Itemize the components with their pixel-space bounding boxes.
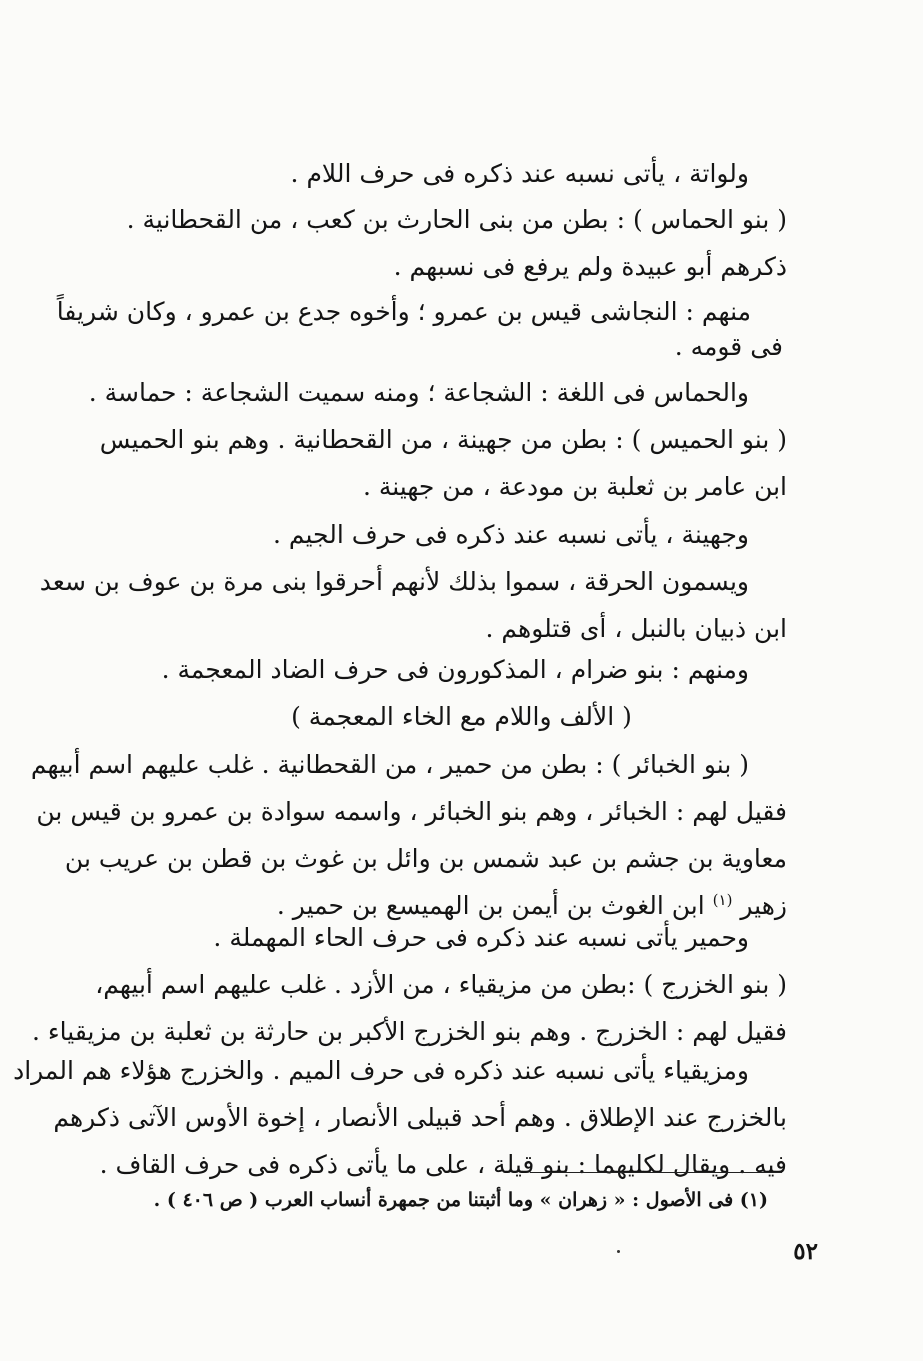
footnote: (١) فى الأصول : « زهران » وما أثبتنا من جمهرة أنساب العرب ( ص ٤٠٦ ) . — [153, 1189, 768, 1211]
text-line: وجهينة ، يأتى نسبه عند ذكره فى حرف الجيم . — [272, 520, 749, 549]
text-fragment: زهير — [740, 891, 787, 920]
text-line: ومزيقياء يأتى نسبه عند ذكره فى حرف الميم . والخزرج هؤلاء هم المراد — [13, 1056, 749, 1085]
footnote-divider — [530, 1172, 782, 1173]
paragraph — [0, 741, 923, 929]
text-line: ويسمون الحرقة ، سموا بذلك لأنهم أحرقوا بنى مرة بن عوف بن سعد — [39, 567, 749, 596]
text-line: ولواتة ، يأتى نسبه عند ذكره فى حرف اللام . — [290, 159, 749, 188]
page-number: ٥٢ — [793, 1238, 818, 1265]
paragraph — [0, 288, 923, 370]
paragraph — [0, 646, 923, 693]
text-line: بالخزرج عند الإطلاق . وهم أحد قبيلى الأنصار ، إخوة الأوس الآتى ذكرهم — [53, 1103, 787, 1132]
text-line: فى قومه . — [674, 332, 783, 361]
text-line: ذكرهم أبو عبيدة ولم يرفع فى نسبهم . — [393, 252, 787, 281]
text-line: فقيل لهم : الخزرج . وهم بنو الخزرج الأكبر بن حارثة بن ثعلبة بن مزيقياء . — [32, 1017, 787, 1046]
section-heading: ( الألف واللام مع الخاء المعجمة ) — [291, 702, 632, 731]
text-line: ( بنو الخبائر ) : بطن من حمير ، من القحطانية . غلب عليهم اسم أبيهم — [30, 750, 749, 779]
footnote-reference: (١) — [712, 891, 733, 909]
paragraph — [0, 961, 923, 1055]
paragraph — [0, 196, 923, 290]
text-fragment: ابن الغوث بن أيمن بن الهميسع بن حمير . — [276, 891, 705, 920]
text-line: فيه . ويقال لكليهما : بنو قيلة ، على ما يأتى ذكره فى حرف القاف . — [99, 1150, 787, 1179]
paragraph — [0, 150, 923, 197]
paragraph — [0, 914, 923, 961]
scan-speck — [617, 1250, 620, 1253]
paragraph — [0, 1047, 923, 1188]
text-line: فقيل لهم : الخبائر ، وهم بنو الخبائر ، واسمه سوادة بن عمرو بن قيس بن — [36, 797, 787, 826]
text-line: منهم : النجاشى قيس بن عمرو ؛ وأخوه جدع بن عمرو ، وكان شريفاً — [56, 297, 751, 326]
text-line: ابن ذبيان بالنبل ، أى قتلوهم . — [485, 614, 787, 643]
text-line: ( بنو الحميس ) : بطن من جهينة ، من القحطانية . وهم بنو الحميس — [99, 425, 787, 454]
paragraph — [0, 369, 923, 416]
paragraph — [0, 511, 923, 558]
text-line: ابن عامر بن ثعلبة بن مودعة ، من جهينة . — [362, 472, 787, 501]
paragraph — [0, 416, 923, 510]
text-line: معاوية بن جشم بن عبد شمس بن وائل بن غوث بن قطن بن عريب بن — [64, 844, 787, 873]
text-line: ( بنو الخزرج ) :بطن من مزيقياء ، من الأزد . غلب عليهم اسم أبيهم، — [95, 970, 787, 999]
paragraph — [0, 558, 923, 652]
text-line: ومنهم : بنو ضرام ، المذكورون فى حرف الضاد المعجمة . — [161, 655, 749, 684]
text-line: والحماس فى اللغة : الشجاعة ؛ ومنه سميت الشجاعة : حماسة . — [88, 378, 749, 407]
text-line: وحمير يأتى نسبه عند ذكره فى حرف الحاء المهملة . — [213, 923, 749, 952]
text-line: ( بنو الحماس ) : بطن من بنى الحارث بن كعب ، من القحطانية . — [126, 205, 787, 234]
